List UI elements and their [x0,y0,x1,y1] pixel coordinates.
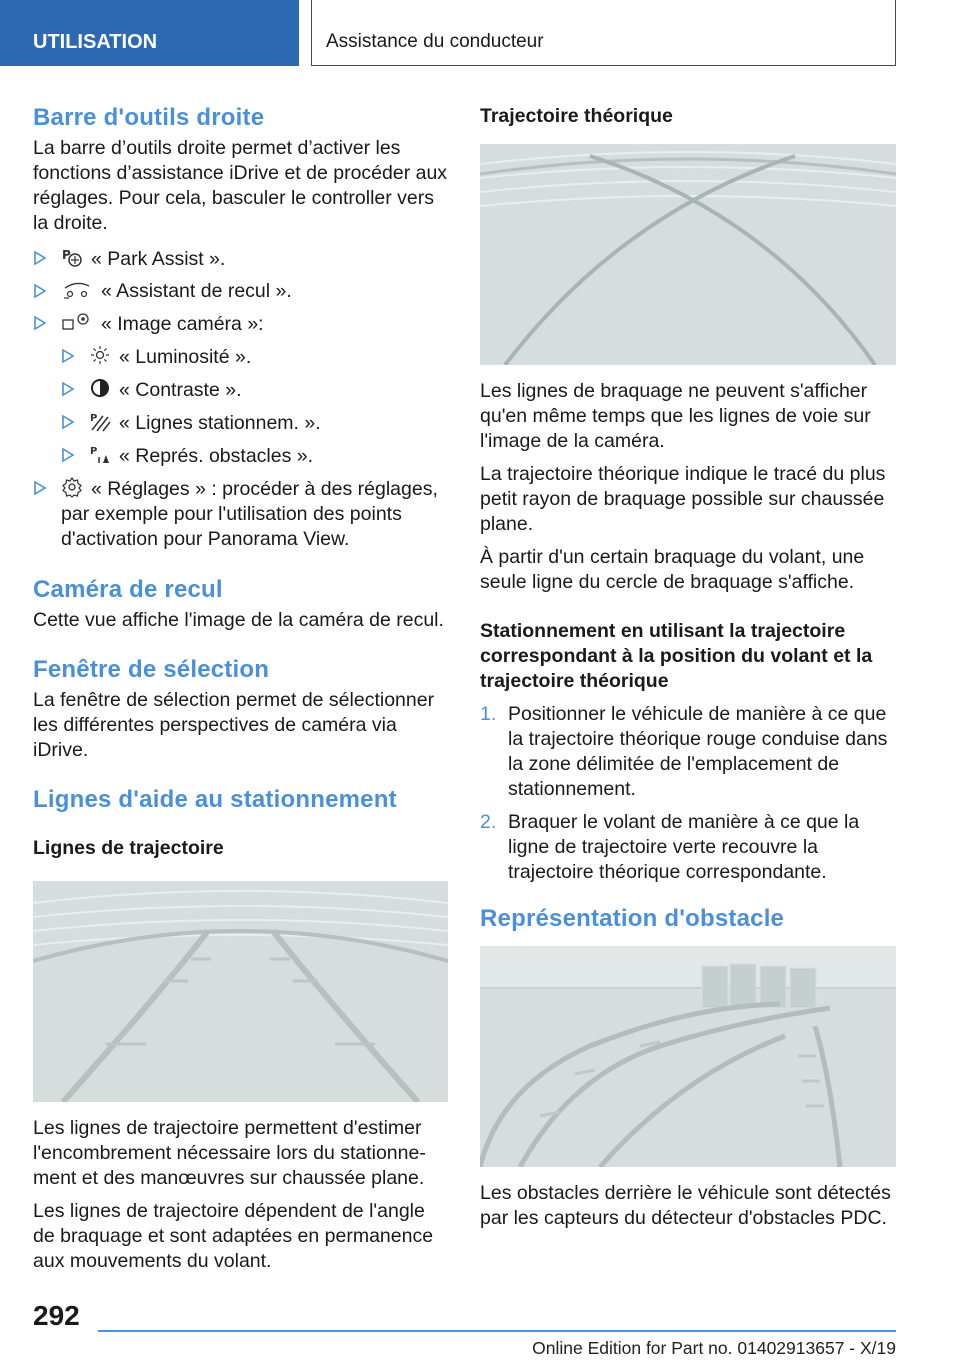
theoretical-p1: Les lignes de braquage ne peuvent s'afficher qu'en même temps que les lignes de voie sur l'image de la caméra. [480,380,871,452]
svg-text:P: P [90,413,98,424]
contrast-icon [89,377,111,399]
left-column [33,102,448,1274]
parking-steps [480,702,896,885]
theoretical-trajectory-figure [480,144,896,365]
toolbar-list [33,246,448,552]
list-item: « Image caméra »: « Luminosité ». « Contraste ». P « Lignes stationnem. ». P « Représ. obstacles ». [33,311,448,469]
obstacle-icon [89,443,111,465]
list-item: P « Park Assist ». [33,246,448,272]
theoretical-p2: La trajectoire théorique indique le tracé du plus petit rayon de braquage possible sur chaussée plane. [480,463,886,535]
theoretical-p3: À partir d'un certain braquage du volant, une seule ligne du cercle de braquage s'affiche. [480,546,865,593]
reverse-assistant-icon [61,280,93,300]
brightness-icon [89,344,111,366]
page-header [0,0,960,66]
triangle-bullet-icon [33,249,47,267]
list-item: 1. Positionner le véhicule de manière à ce que la trajectoire théorique rouge conduise dans la zone délimitée de l'emplacement de stationnement. [480,703,888,800]
list-item: « Contraste ». [61,377,448,403]
edition-text: Online Edition for Part no. 01402913657 - X/19 [532,1338,896,1358]
obstacle-text: Les obstacles derrière le véhicule sont détectés par les capteurs du détecteur d'obstacles PDC. [480,1182,891,1229]
parking-subheading: Stationnement en utilisant la trajectoire correspondant à la position du volant et la trajectoire théorique [480,620,873,692]
triangle-bullet-icon [33,479,47,497]
trajectory-lines-figure [33,881,448,1102]
triangle-bullet-icon [61,347,75,365]
svg-text:P: P [62,248,71,262]
triangle-bullet-icon [61,413,75,431]
section-tab: UTILISATION [0,0,299,66]
camera-image-icon [61,311,93,333]
obstacle-heading: Représentation d'obstacle [480,905,785,932]
triangle-bullet-icon [33,314,47,332]
right-column [480,102,896,1231]
chapter-title: Assistance du conducteur [311,0,896,66]
triangle-bullet-icon [61,380,75,398]
list-item: P « Lignes stationnem. ». [61,410,448,436]
triangle-bullet-icon [33,282,47,300]
selection-heading: Fenêtre de sélection [33,656,270,683]
list-item: « Luminosité ». [61,344,448,370]
svg-text:P: P [90,446,98,457]
park-assist-icon [61,246,83,268]
settings-gear-icon [61,476,83,498]
selection-text: La fenêtre de sélection permet de sélectionner les différentes perspectives de caméra via iDrive. [33,689,435,761]
trajectory-subheading: Lignes de trajectoire [33,837,224,859]
parking-lines-icon [89,410,111,432]
footer-divider [98,1330,896,1332]
camera-text: Cette vue affiche l'image de la caméra de recul. [33,609,444,631]
list-item: « Assistant de recul ». [33,279,448,304]
camera-image-sublist [61,344,448,469]
list-item: P « Représ. obstacles ». [61,443,448,469]
trajectory-p1: Les lignes de trajectoire permettent d'estimer l'encombrement nécessaire lors du stationnement et des manœuvres sur chaussée plane. [33,1117,426,1189]
guides-heading: Lignes d'aide au stationnement [33,786,397,813]
page-number: 292 [33,1300,80,1331]
list-item: « Réglages » : procéder à des réglages, par exemple pour l'utilisation des points d'activation pour Panorama View. [33,476,448,552]
toolbar-heading: Barre d'outils droite [33,104,265,131]
trajectory-p2: Les lignes de trajectoire dépendent de l'angle de braquage et sont adaptées en permanence aux mouvements du volant. [33,1200,434,1272]
toolbar-intro: La barre d’outils droite permet d’activer les fonctions d’assistance iDrive et de procéder aux réglages. Pour cela, basculer le controller vers la droite. [33,137,448,234]
camera-heading: Caméra de recul [33,576,223,603]
obstacle-display-figure [480,946,896,1167]
triangle-bullet-icon [61,446,75,464]
list-item: 2. Braquer le volant de manière à ce que la ligne de trajectoire verte recouvre la trajectoire théorique correspondante. [480,811,860,883]
theoretical-subheading: Trajectoire théorique [480,105,673,127]
